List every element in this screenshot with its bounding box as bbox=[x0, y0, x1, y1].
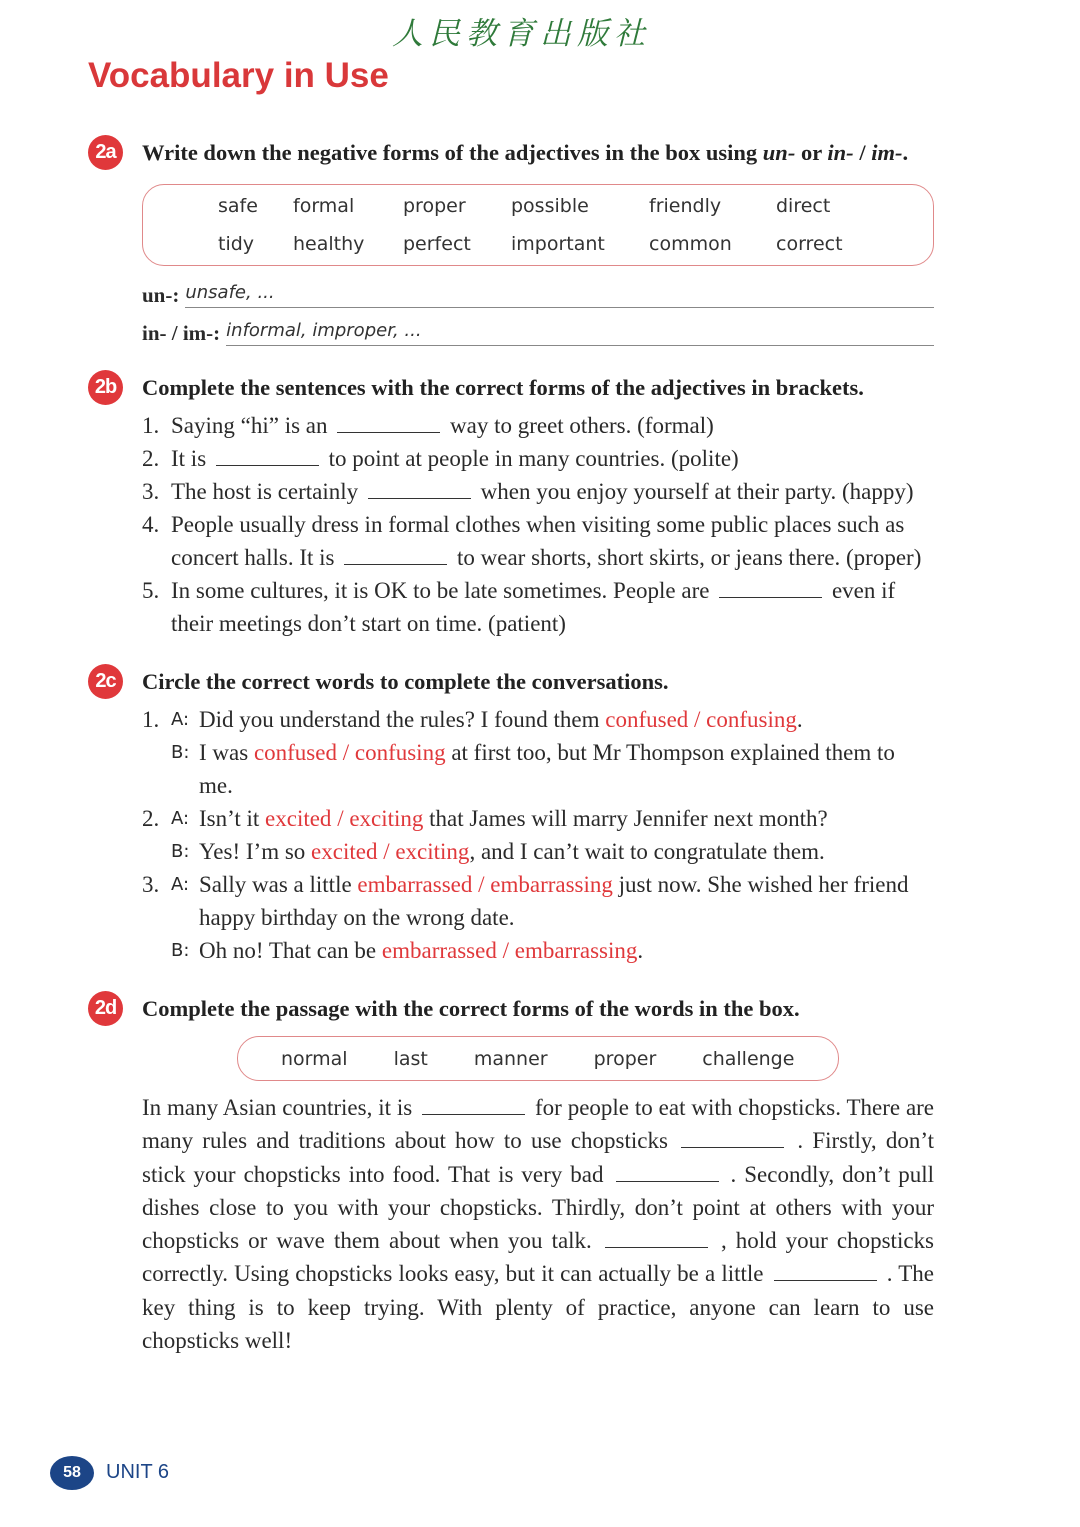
un-example: unsafe, ... bbox=[185, 282, 275, 303]
box-word: possible bbox=[511, 195, 589, 217]
exercise-2b-list bbox=[142, 409, 934, 640]
answer-blank[interactable] bbox=[337, 413, 440, 433]
exercise-2b-heading: Complete the sentences with the correct forms of the adjectives in brackets. bbox=[142, 375, 864, 400]
answer-blank[interactable] bbox=[616, 1162, 719, 1182]
sentence-item bbox=[142, 508, 934, 574]
line-before: I was bbox=[199, 740, 254, 765]
line-text bbox=[199, 736, 934, 802]
passage-segment: for people to eat with chopsticks. There are many rules and traditions about how to use chopsticks bbox=[142, 1095, 935, 1154]
item-number: 5. bbox=[142, 578, 160, 603]
box-word: correct bbox=[776, 233, 843, 255]
passage-segment: . The key thing is to keep trying. With plenty of practice, anyone can learn to use chopsticks well! bbox=[142, 1261, 934, 1354]
line-text bbox=[199, 934, 643, 967]
line-before: Yes! I’m so bbox=[199, 839, 312, 864]
sentence-after: when you enjoy yourself at their party. (happy) bbox=[474, 479, 914, 504]
item-number: 1. bbox=[142, 413, 160, 438]
conversation-line bbox=[142, 802, 934, 835]
prefix-im: im- bbox=[871, 140, 903, 165]
conversation-line bbox=[142, 868, 934, 934]
conversation-line bbox=[142, 736, 934, 802]
box-word: formal bbox=[293, 195, 355, 217]
item-number: 4. bbox=[142, 512, 160, 537]
exercise-2c-heading: Circle the correct words to complete the conversations. bbox=[142, 669, 669, 694]
option-2[interactable]: exciting bbox=[349, 806, 424, 831]
line-after: at first too, but Mr Thompson explained them to me. bbox=[199, 740, 895, 798]
prefix-un: un- bbox=[762, 140, 796, 165]
line-before: Did you understand the rules? I found them bbox=[199, 707, 606, 732]
option-separator: / bbox=[688, 707, 707, 732]
line-after: . bbox=[637, 938, 644, 963]
speaker-label: B: bbox=[171, 841, 190, 862]
option-1[interactable]: confused bbox=[605, 707, 689, 732]
answer-blank[interactable] bbox=[719, 578, 822, 598]
conversation-line bbox=[142, 934, 934, 967]
exercise-badge-2a: 2a bbox=[88, 135, 123, 170]
sentence-item bbox=[142, 574, 934, 640]
option-separator: / bbox=[472, 872, 491, 897]
item-number: 3. bbox=[142, 479, 160, 504]
page-title: Vocabulary in Use bbox=[88, 56, 389, 95]
line-before: Sally was a little bbox=[199, 872, 358, 897]
in-im-answer-rule[interactable] bbox=[226, 317, 934, 346]
option-2[interactable]: confusing bbox=[354, 740, 446, 765]
line-before: Isn’t it bbox=[199, 806, 266, 831]
line-after: . bbox=[796, 707, 803, 732]
exercise-2a-heading bbox=[142, 135, 934, 170]
box-word: healthy bbox=[293, 233, 365, 255]
passage-segment: . Firstly, don’t stick your chopsticks into food. That is very bad bbox=[142, 1128, 935, 1187]
exercise-2c bbox=[95, 664, 934, 967]
sentence-after: to point at people in many countries. (polite) bbox=[322, 446, 739, 471]
conversation-line bbox=[142, 703, 934, 736]
passage-segment: , hold your chopsticks correctly. Using chopsticks looks easy, but it can actually be a little bbox=[142, 1228, 934, 1287]
box-word: proper bbox=[593, 1047, 657, 1070]
box-word: normal bbox=[281, 1047, 348, 1070]
un-label: un-: bbox=[142, 283, 180, 307]
sentence-text bbox=[171, 475, 913, 508]
sentence-item bbox=[142, 442, 934, 475]
answer-blank[interactable] bbox=[216, 446, 319, 466]
exercise-badge-2c: 2c bbox=[88, 664, 123, 699]
option-2[interactable]: embarrassing bbox=[514, 938, 638, 963]
exercise-badge-2d: 2d bbox=[88, 991, 123, 1026]
line-after: that James will marry Jennifer next month? bbox=[423, 806, 828, 831]
answer-blank[interactable] bbox=[344, 545, 447, 565]
answer-blank[interactable] bbox=[422, 1095, 525, 1115]
passage-segment: . Secondly, don’t pull dishes close to you with your chopsticks. Thirdly, don’t point at others with your chopsticks or wave them about when you talk. bbox=[142, 1161, 935, 1254]
answer-blank[interactable] bbox=[774, 1261, 877, 1281]
answer-blank[interactable] bbox=[368, 479, 471, 499]
option-2[interactable]: confusing bbox=[706, 707, 797, 732]
box-word: challenge bbox=[702, 1047, 795, 1070]
sentence-text bbox=[171, 409, 714, 442]
box-word: important bbox=[511, 233, 605, 255]
speaker-label: A: bbox=[171, 874, 190, 895]
speaker-label: A: bbox=[171, 709, 190, 730]
sentence-before: Saying “hi” is an bbox=[171, 413, 334, 438]
sentence-before: It is bbox=[171, 446, 212, 471]
exercise-badge-2b: 2b bbox=[88, 370, 123, 405]
item-number: 3. bbox=[142, 872, 160, 897]
sentence-item bbox=[142, 409, 934, 442]
passage bbox=[142, 1091, 934, 1357]
heading-text: / bbox=[853, 140, 872, 165]
line-after: just now. She wished her friend happy birthday on the wrong date. bbox=[199, 872, 909, 930]
exercise-2b bbox=[94, 370, 934, 640]
item-number: 2. bbox=[142, 446, 160, 471]
box-word: perfect bbox=[403, 233, 471, 255]
sentence-after: to wear shorts, short skirts, or jeans there. (proper) bbox=[451, 545, 922, 570]
speaker-label: B: bbox=[171, 940, 190, 961]
exercise-2d bbox=[94, 991, 935, 1357]
option-1[interactable]: excited bbox=[265, 806, 332, 831]
heading-text: or bbox=[795, 140, 828, 165]
in-im-example: informal, improper, ... bbox=[226, 320, 422, 341]
heading-text: Write down the negative forms of the adjectives in the box using bbox=[142, 140, 763, 165]
un-answer-line bbox=[142, 270, 934, 308]
option-1[interactable]: embarrassed bbox=[381, 938, 497, 963]
unit-label: UNIT 6 bbox=[106, 1461, 169, 1483]
box-word: direct bbox=[776, 195, 831, 217]
un-answer-rule[interactable] bbox=[185, 279, 934, 308]
in-im-label: in- / im-: bbox=[142, 321, 221, 345]
box-word: tidy bbox=[218, 233, 255, 255]
line-text bbox=[199, 703, 803, 736]
box-word: manner bbox=[473, 1047, 548, 1070]
option-2[interactable]: exciting bbox=[395, 839, 470, 864]
box-word: safe bbox=[218, 195, 258, 217]
option-2[interactable]: embarrassing bbox=[490, 872, 613, 897]
line-before: Oh no! That can be bbox=[199, 938, 382, 963]
speaker-label: B: bbox=[171, 742, 190, 763]
sentence-text bbox=[171, 574, 934, 640]
option-1[interactable]: confused bbox=[253, 740, 337, 765]
box-word: proper bbox=[403, 195, 466, 217]
box-word: common bbox=[649, 233, 732, 255]
passage-segment: In many Asian countries, it is bbox=[142, 1095, 413, 1120]
sentence-after: way to greet others. (formal) bbox=[444, 413, 714, 438]
line-text bbox=[199, 868, 934, 934]
heading-text: . bbox=[902, 140, 909, 165]
page-number: 58 bbox=[50, 1456, 94, 1490]
option-separator: / bbox=[336, 740, 355, 765]
sentence-text bbox=[171, 508, 934, 574]
in-im-answer-line bbox=[142, 308, 934, 346]
option-1[interactable]: excited bbox=[311, 839, 378, 864]
sentence-before: People usually dress in formal clothes when visiting some public places such as concert halls. It is bbox=[171, 512, 905, 570]
conversation-line bbox=[142, 835, 934, 868]
prefix-in: in- bbox=[827, 140, 854, 165]
sentence-before: In some cultures, it is OK to be late sometimes. People are bbox=[171, 578, 716, 603]
answer-blank[interactable] bbox=[681, 1128, 784, 1148]
sentence-item bbox=[142, 475, 934, 508]
line-after: , and I can’t wait to congratulate them. bbox=[469, 839, 825, 864]
option-1[interactable]: embarrassed bbox=[357, 872, 473, 897]
adjective-word-box bbox=[142, 184, 934, 266]
sentence-text bbox=[171, 442, 739, 475]
option-separator: / bbox=[377, 839, 396, 864]
line-text bbox=[199, 835, 825, 868]
speaker-label: A: bbox=[171, 808, 190, 829]
exercise-2c-list bbox=[142, 703, 934, 967]
answer-blank[interactable] bbox=[605, 1228, 708, 1248]
sentence-before: The host is certainly bbox=[171, 479, 364, 504]
exercise-column bbox=[94, 135, 935, 1357]
sentence-after: even if their meetings don’t start on time. (patient) bbox=[171, 578, 896, 636]
item-number: 2. bbox=[142, 806, 160, 831]
option-separator: / bbox=[331, 806, 350, 831]
publisher-logo: 人民教育出版社 bbox=[392, 16, 651, 52]
box-word: friendly bbox=[649, 195, 722, 217]
line-text bbox=[199, 802, 828, 835]
item-number: 1. bbox=[142, 707, 160, 732]
word-box-2d bbox=[237, 1036, 839, 1081]
option-separator: / bbox=[496, 938, 515, 963]
exercise-2d-heading: Complete the passage with the correct forms of the words in the box. bbox=[142, 996, 800, 1021]
box-word: last bbox=[393, 1047, 428, 1070]
exercise-2a bbox=[95, 135, 934, 346]
